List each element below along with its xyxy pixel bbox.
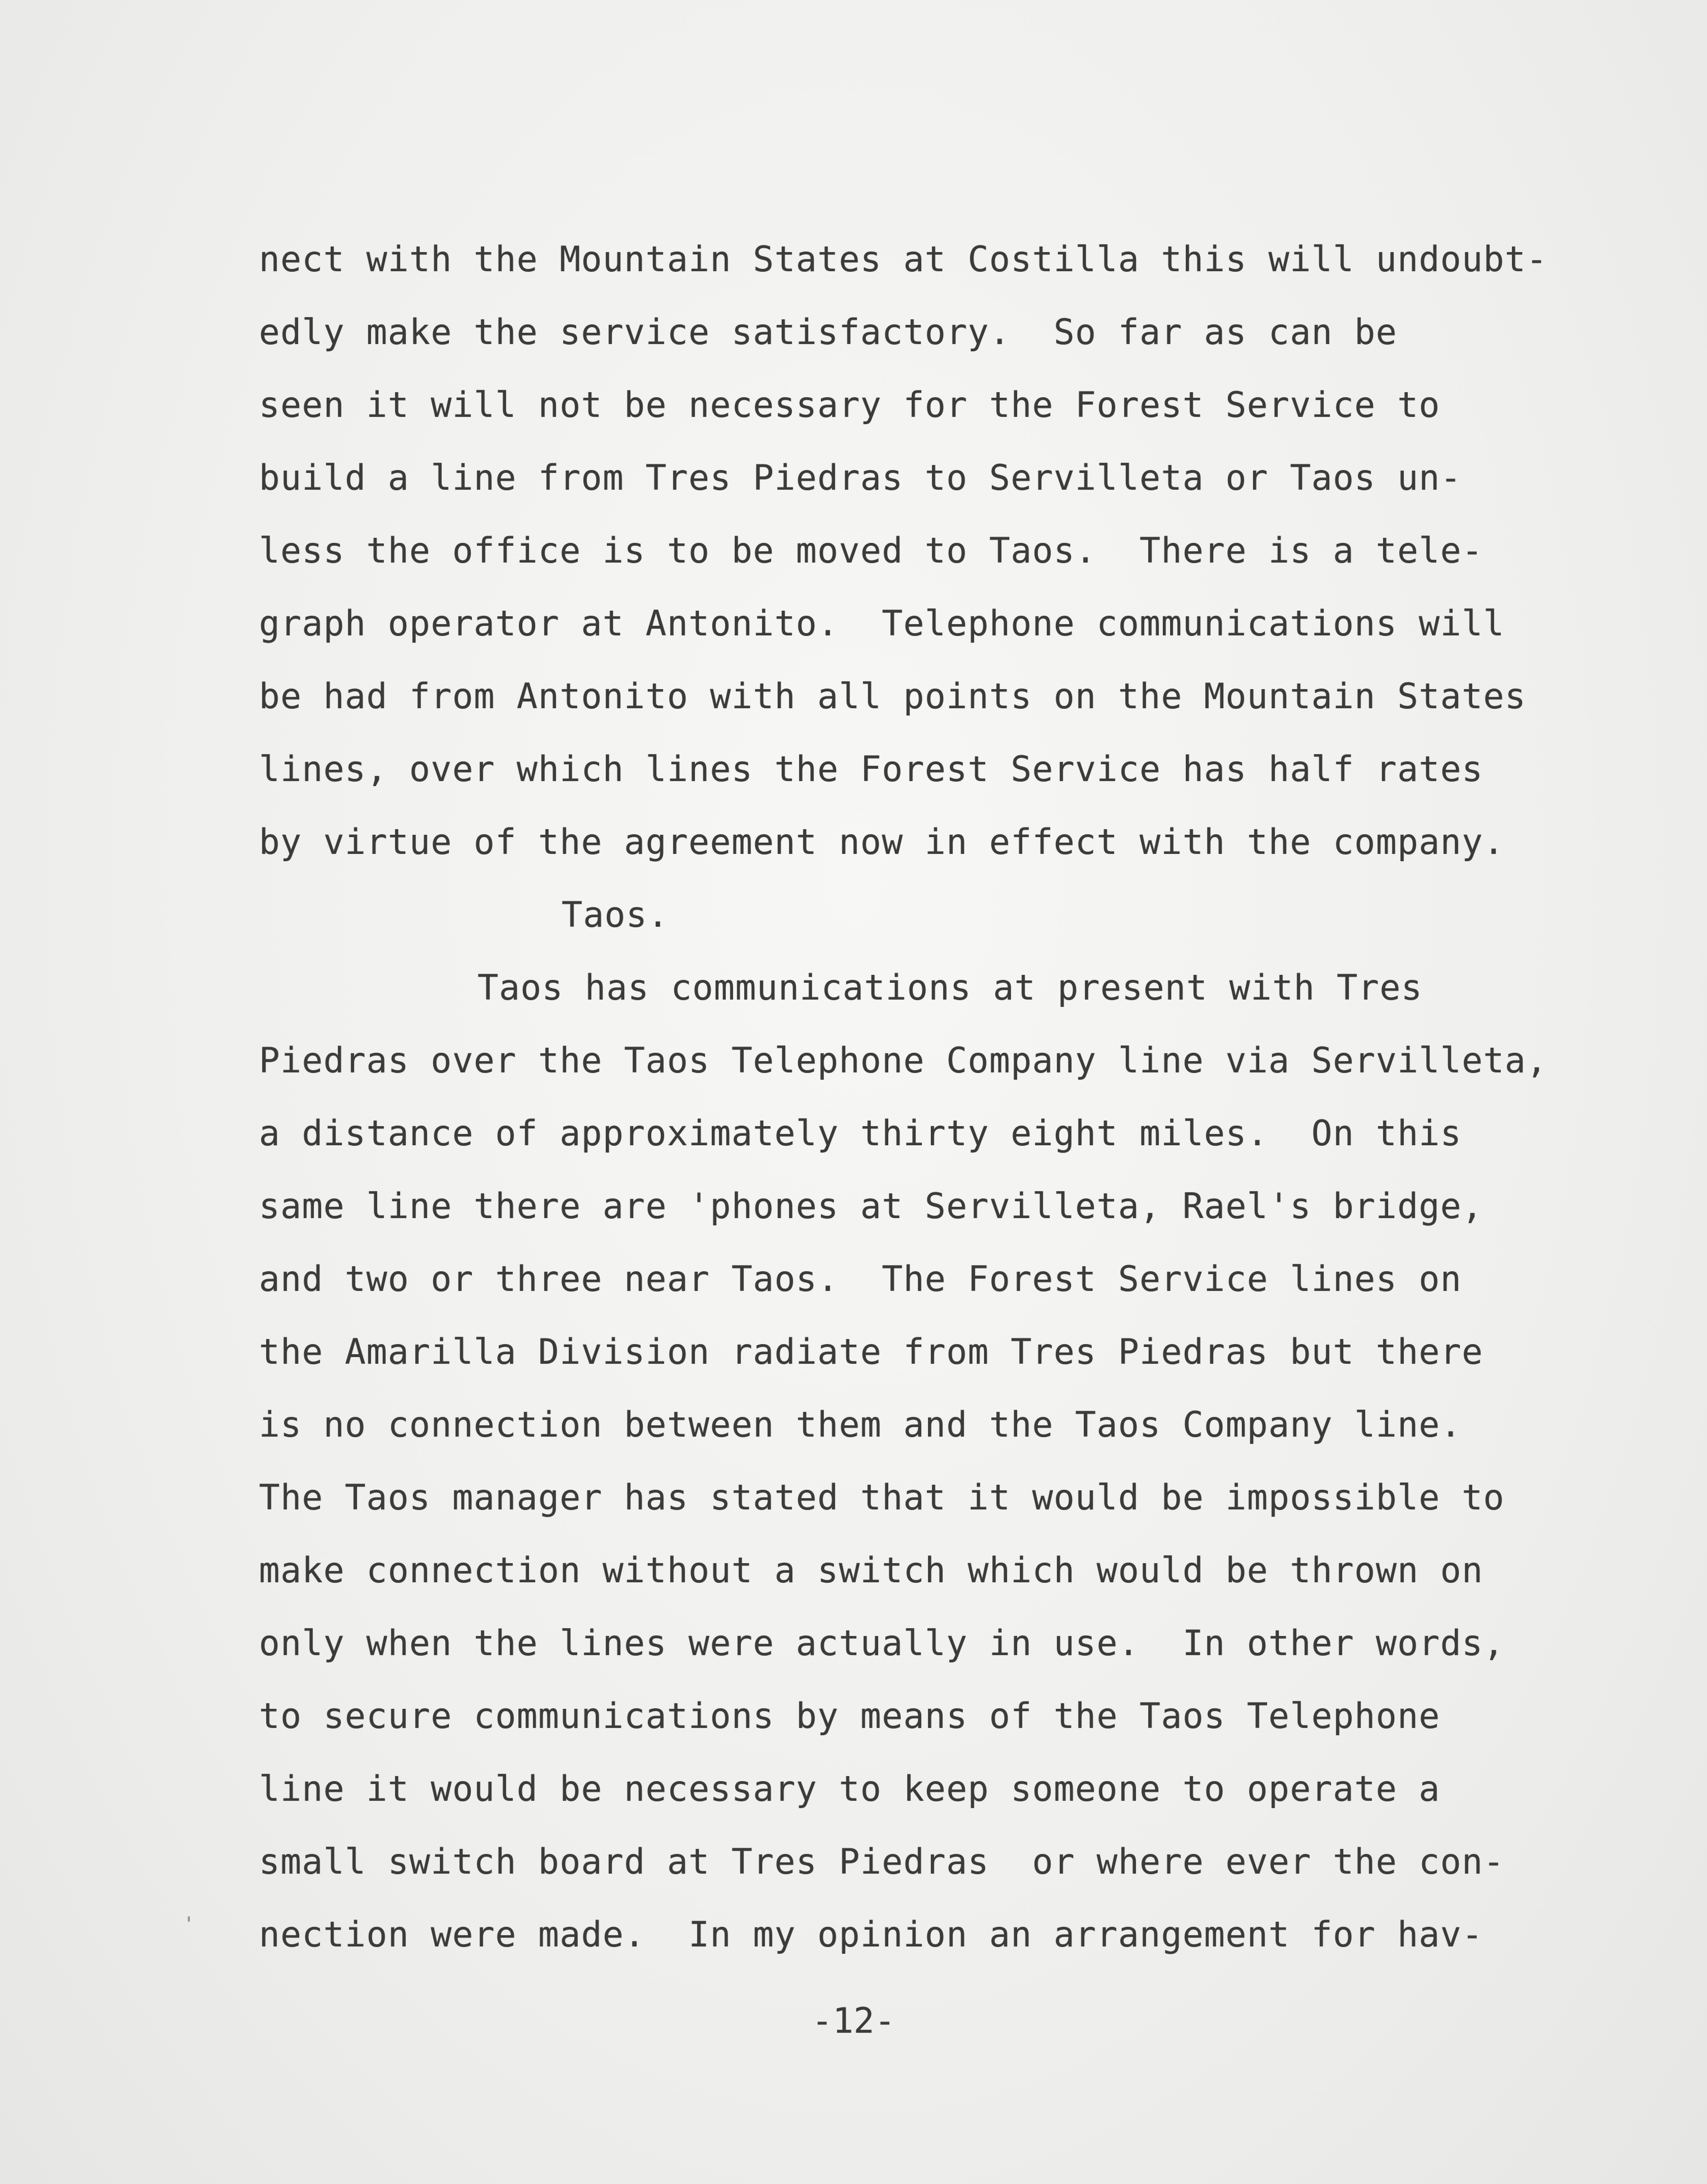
paragraph-line: Taos has communications at present with Tres (477, 967, 1423, 1008)
text-line: be had from Antonito with all points on the Mountain States (259, 676, 1527, 717)
paragraph-line: make connection without a switch which would be thrown on (259, 1550, 1483, 1591)
paragraph-line: Piedras over the Taos Telephone Company line via Servilleta, (259, 1040, 1548, 1081)
paragraph-line: only when the lines were actually in use. In other words, (259, 1623, 1505, 1663)
text-line: by virtue of the agreement now in effect with the company. (259, 821, 1505, 862)
page-number: -12- (811, 2000, 896, 2041)
paragraph-line: and two or three near Taos. The Forest Service lines on (259, 1258, 1462, 1299)
text-line: build a line from Tres Piedras to Servilleta or Taos un- (259, 457, 1462, 498)
text-line: lines, over which lines the Forest Service has half rates (259, 749, 1483, 789)
paragraph-line: The Taos manager has stated that it would be impossible to (259, 1477, 1505, 1518)
text-line: edly make the service satisfactory. So far as can be (259, 312, 1398, 352)
typed-text-body (259, 223, 1570, 1971)
paragraph-line: same line there are 'phones at Servilleta, Rael's bridge, (259, 1186, 1483, 1226)
paragraph-line: a distance of approximately thirty eight miles. On this (259, 1113, 1462, 1154)
paper-speck (188, 1916, 190, 1922)
paragraph-line: the Amarilla Division radiate from Tres Piedras but there (259, 1331, 1483, 1372)
text-line: seen it will not be necessary for the Forest Service to (259, 384, 1440, 425)
text-line: less the office is to be moved to Taos. There is a tele- (259, 530, 1483, 571)
section-heading: Taos. (562, 894, 669, 935)
text-line: graph operator at Antonito. Telephone communications will (259, 603, 1505, 644)
paragraph-line: line it would be necessary to keep someone to operate a (259, 1768, 1440, 1809)
paragraph-line: to secure communications by means of the Taos Telephone (259, 1695, 1440, 1736)
paragraph-line: nection were made. In my opinion an arrangement for hav- (259, 1914, 1483, 1955)
paragraph-line: is no connection between them and the Taos Company line. (259, 1404, 1462, 1445)
text-line: nect with the Mountain States at Costilla this will undoubt- (259, 239, 1548, 280)
paragraph-line: small switch board at Tres Piedras or where ever the con- (259, 1841, 1505, 1882)
